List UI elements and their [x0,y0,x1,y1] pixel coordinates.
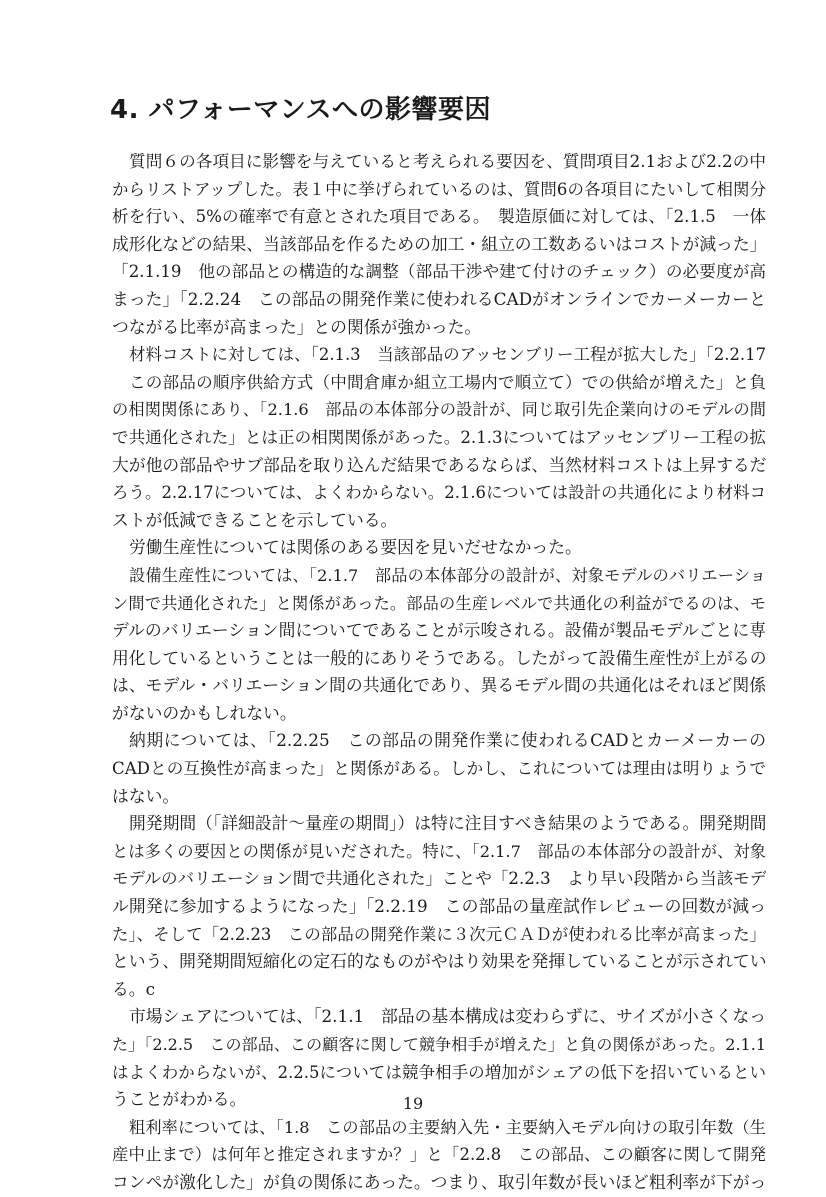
text-line: ル開発に参加するようになった」「2.2.19 この部品の量産試作レビューの回数が減っ [112,896,766,917]
text-line: た」「2.2.5 この部品、この顧客に関して競争相手が増えた」と負の関係があった。2.1.1 [112,1035,766,1054]
text-line: 用化しているということは一般的にありそうである。したがって設備生産性が上がるの [112,647,767,668]
text-line: CADとの互換性が高まった」と関係がある。しかし、これについては理由は明りょうで [112,759,766,779]
text-line: 材料コストに対しては、「2.1.3 当該部品のアッセンブリー工程が拡大した」「2.2.17 [129,345,766,365]
text-line: からリストアップした。表１中に挙げられているのは、質問6の各項目にたいして相関分 [112,179,766,199]
text-line: 設備生産性については、「2.1.7 部品の本体部分の設計が、対象モデルのバリエーショ [129,565,766,585]
text-line: 成形化などの結果、当該部品を作るための加工・組立の工数あるいはコストが減った」 [112,233,767,254]
text-line: がないのかもしれない。 [112,702,297,723]
text-line: 大が他の部品やサブ部品を取り込んだ結果であるならば、当然材料コストは上昇するだ [112,454,767,475]
section-heading: 4. パフォーマンスへの影響要因 [110,95,491,125]
text-line: まった」「2.2.24 この部品の開発作業に使われるCADがオンラインでカーメーカーと [112,288,766,309]
text-line: 納期については、「2.2.25 この部品の開発作業に使われるCADとカーメーカーの [129,730,766,751]
body-text [112,148,766,1197]
text-line: 開発期間（「詳細設計～量産の期間」）は特に注目すべき結果のようである。開発期間 [129,813,767,834]
text-line: 質問６の各項目に影響を与えていると考えられる要因を、質問項目2.1および2.2の中 [129,152,766,171]
text-line: で共通化された」とは正の相関関係があった。2.1.3についてはアッセンブリー工程の拡 [112,427,766,447]
text-line: コンペが激化した」が負の関係にあった。つまり、取引年数が長いほど粗利率が下がっ [112,1171,767,1192]
text-line: 労働生産性については関係のある要因を見いだせなかった。 [129,537,582,558]
text-line: はない。 [112,785,180,806]
text-line: 市場シェアについては、「2.1.1 部品の基本構成は変わらずに、サイズが小さくなっ [129,1006,766,1027]
text-line: ろう。2.2.17については、よくわからない。2.1.6については設計の共通化により材料コ [112,483,766,503]
text-line: この部品の順序供給方式（中間倉庫か組立工場内で順立て）での供給が増えた」と負 [129,372,766,392]
text-line: 産中止まで）は何年と推定されますか？」と「2.2.8 この部品、この顧客に関して開発 [112,1145,766,1165]
text-line: という、開発期間短縮化の定石的なものがやはり効果を発揮していることが示されてい [112,951,767,972]
text-line: デルのバリエーション間についてであることが示唆される。設備が製品モデルごとに専 [112,620,766,641]
text-line: つながる比率が高まった」との関係が強かった。 [112,316,482,337]
text-line: うことがわかる。 [112,1089,247,1110]
text-line: 「2.1.19 他の部品との構造的な調整（部品干渉や建て付けのチェック）の必要度が高 [112,262,766,282]
text-line: の相関関係にあり、「2.1.6 部品の本体部分の設計が、同じ取引先企業向けのモデルの間 [112,400,766,420]
text-line: 析を行い、5%の確率で有意とされた項目である。 製造原価に対しては、「2.1.5 一体 [112,207,766,227]
text-line: ン間で共通化された」と関係があった。部品の生産レベルで共通化の利益がでるのは、モ [112,593,766,613]
text-line: とは多くの要因との関係が見いだされた。特に、「2.1.7 部品の本体部分の設計が、対象 [112,841,766,861]
text-line: 粗利率については、「1.8 この部品の主要納入先・主要納入モデル向けの取引年数（生 [129,1117,766,1137]
text-line: た」、そして「2.2.23 この部品の開発作業に３次元ＣＡＤが使われる比率が高まった」 [112,924,766,944]
text-line: る。c [112,978,155,999]
text-line: は、モデル・バリエーション間の共通化であり、異るモデル間の共通化はそれほど関係 [112,675,766,696]
text-line: ストが低減できることを示している。 [112,509,398,530]
text-line: モデルのバリエーション間で共通化された」ことや「2.2.3 より早い段階から当該モデ [112,869,767,889]
page-number: 19 [402,1094,424,1113]
text-line: はよくわからないが、2.2.5については競争相手の増加がシェアの低下を招いているとい [112,1062,766,1082]
